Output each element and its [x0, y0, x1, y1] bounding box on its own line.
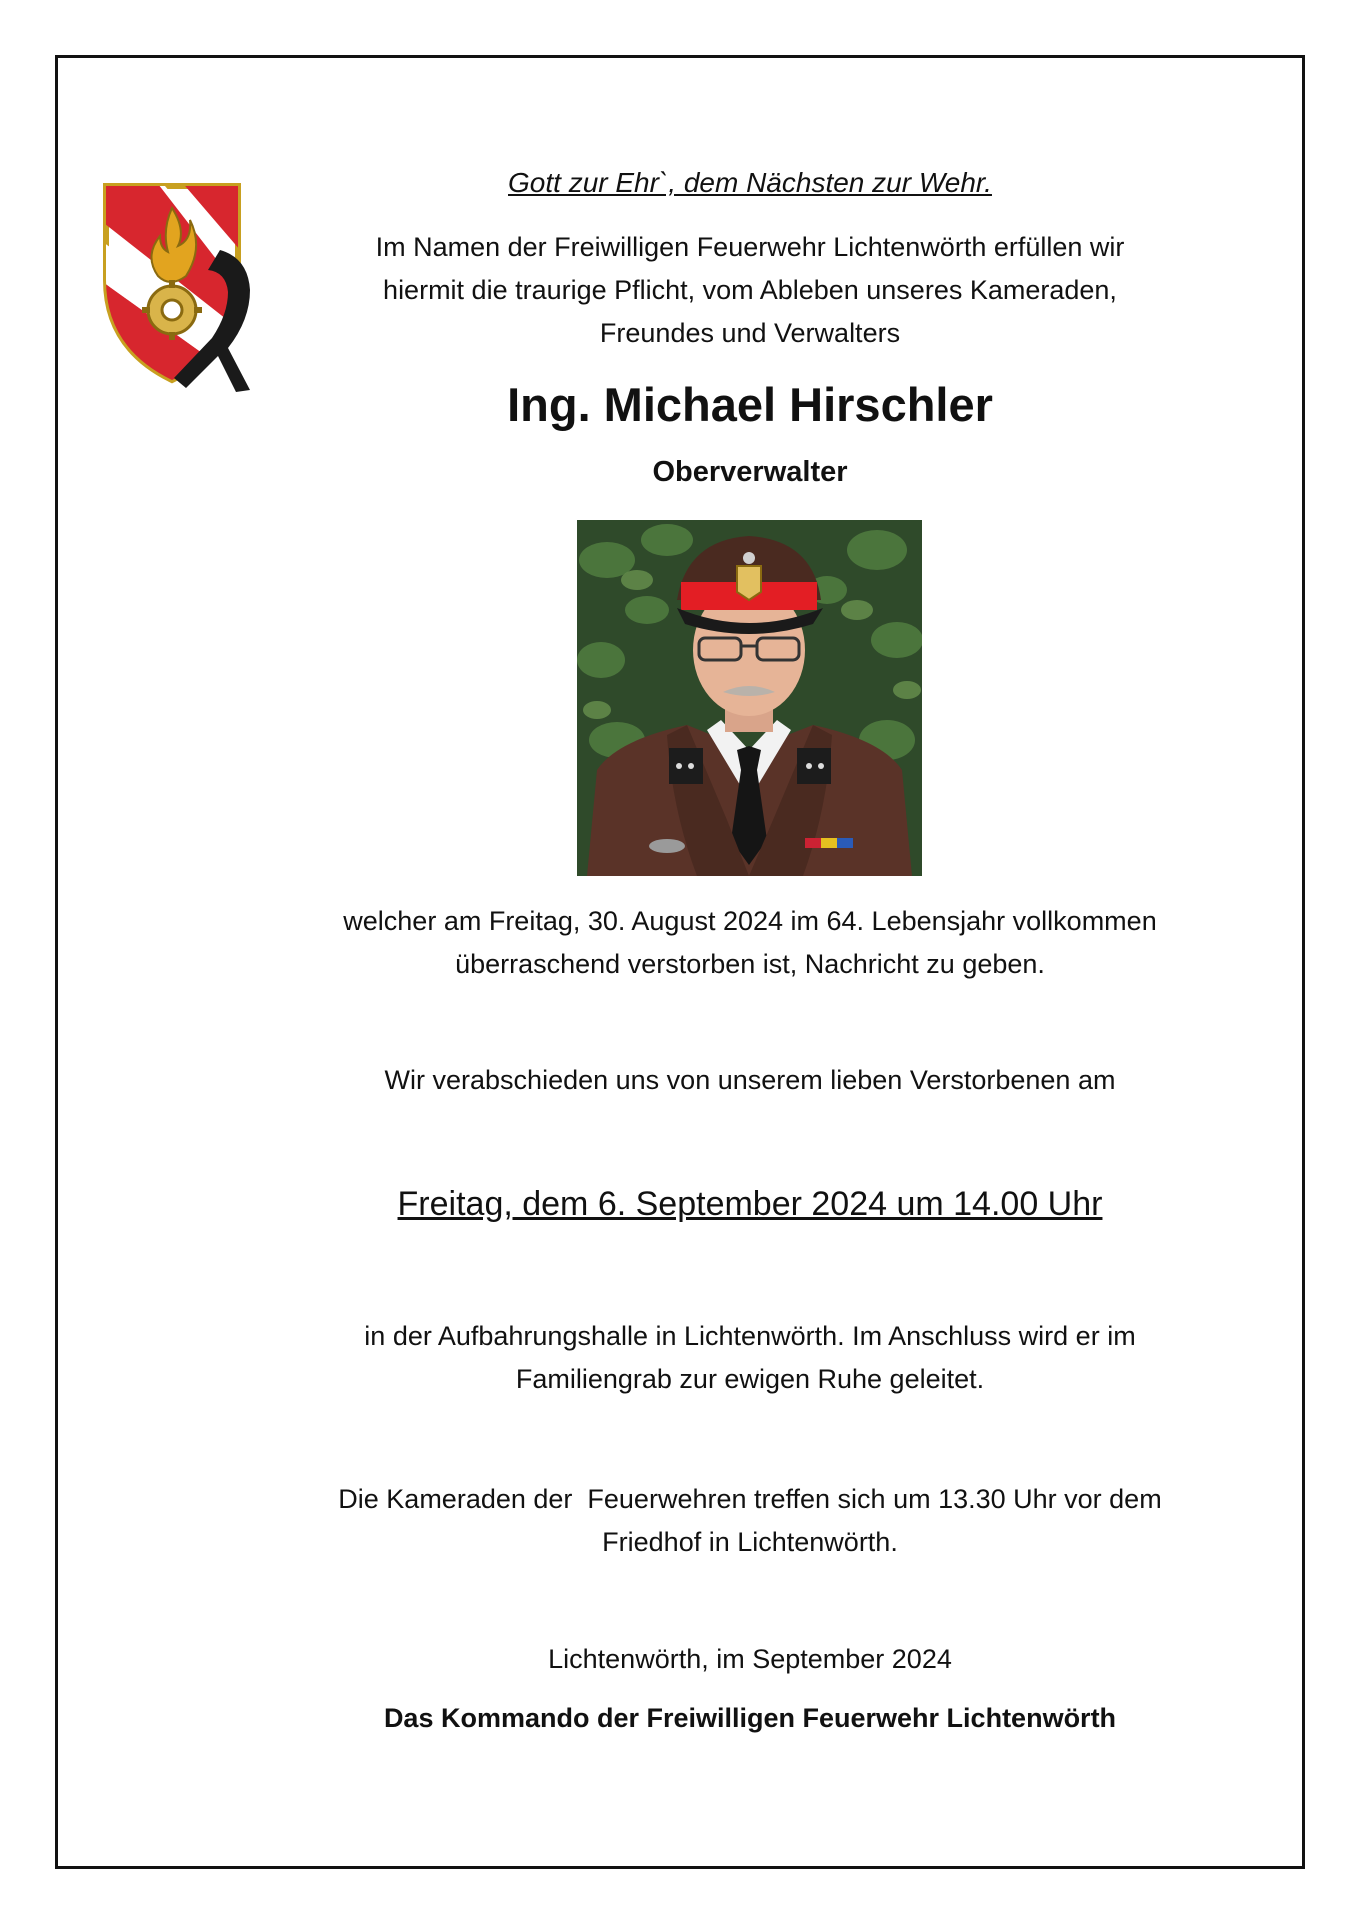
death-notice: [280, 900, 1220, 986]
death-line: überraschend verstorben ist, Nachricht zu geben.: [455, 949, 1045, 979]
location-line: in der Aufbahrungshalle in Lichtenwörth. Im Anschluss wird er im: [364, 1321, 1136, 1351]
motto: Gott zur Ehr`, dem Nächsten zur Wehr.: [508, 167, 992, 198]
intro-line: Freundes und Verwalters: [599, 318, 901, 348]
funeral-location: [280, 1315, 1220, 1401]
place-and-date: Lichtenwörth, im September 2024: [548, 1644, 952, 1674]
intro-line: Im Namen der Freiwilligen Feuerwehr Lichtenwörth erfüllen wir: [375, 232, 1125, 262]
fire-brigade-crest-icon: [100, 180, 260, 392]
intro-line: hiermit die traurige Pflicht, vom Ableben unseres Kameraden,: [383, 275, 1117, 305]
deceased-name: Ing. Michael Hirschler: [507, 378, 993, 431]
funeral-date-time: Freitag, dem 6. September 2024 um 14.00 Uhr: [397, 1185, 1103, 1223]
intro-text: [280, 226, 1220, 355]
farewell-text: Wir verabschieden uns von unserem lieben Verstorbenen am: [384, 1065, 1116, 1095]
death-line: welcher am Freitag, 30. August 2024 im 64. Lebensjahr vollkommen: [343, 906, 1157, 936]
signature: Das Kommando der Freiwilligen Feuerwehr Lichtenwörth: [383, 1703, 1117, 1733]
portrait-photo: [577, 520, 922, 876]
location-line: Familiengrab zur ewigen Ruhe geleitet.: [515, 1364, 985, 1394]
meeting-line: Friedhof in Lichtenwörth.: [602, 1527, 898, 1557]
meeting-info: [280, 1478, 1220, 1564]
meeting-line: Die Kameraden der Feuerwehren treffen sich um 13.30 Uhr vor dem: [338, 1484, 1162, 1514]
deceased-rank: Oberverwalter: [652, 456, 848, 488]
